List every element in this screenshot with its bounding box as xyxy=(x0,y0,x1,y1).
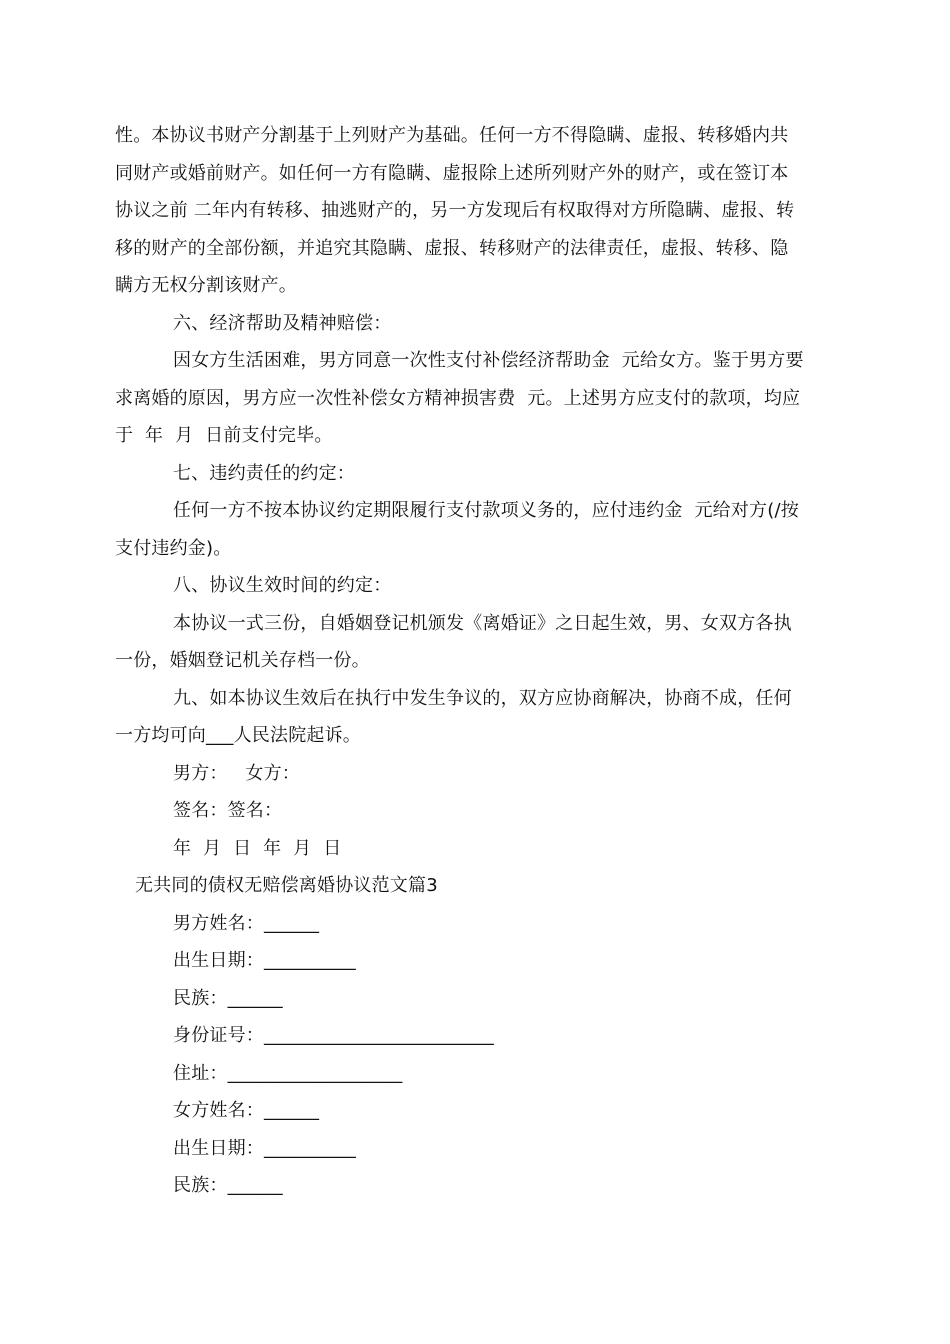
paragraph-line: 任何一方不按本协议约定期限履行支付款项义务的，应付违约金 元给对方(/按 xyxy=(173,500,799,521)
paragraph-line: 移的财产的全部份额，并追究其隐瞒、虚报、转移财产的法律责任，虚报、转移、隐 xyxy=(115,237,789,259)
form-field-line: 出生日期：__________ xyxy=(173,950,356,971)
signature-party-line: 男方： 女方： xyxy=(173,762,300,784)
paragraph-line: 瞒方无权分割该财产。 xyxy=(115,275,297,296)
section-heading: 九、如本协议生效后在执行中发生争议的，双方应协商解决，协商不成，任何 xyxy=(173,687,792,709)
paragraph-line: 本协议一式三份，自婚姻登记机颁发《离婚证》之日起生效，男、女双方各执 xyxy=(173,612,792,634)
signature-name-line: 签名：签名： xyxy=(173,800,283,821)
paragraph-line: 协议之前 二年内有转移、抽逃财产的，另一方发现后有权取得对方所隐瞒、虚报、转 xyxy=(115,200,795,221)
form-field-line: 身份证号：_________________________ xyxy=(173,1025,494,1046)
form-field-line: 民族：______ xyxy=(173,1175,283,1196)
section-heading: 八、协议生效时间的约定： xyxy=(173,575,392,596)
paragraph-line: 于 年 月 日前支付完毕。 xyxy=(115,425,333,446)
form-field-line: 住址：___________________ xyxy=(173,1062,403,1084)
paragraph-line: 同财产或婚前财产。如任何一方有隐瞒、虚报除上述所列财产外的财产，或在签订本 xyxy=(115,162,789,184)
section-heading: 七、违约责任的约定： xyxy=(173,462,355,484)
paragraph-line: 支付违约金)。 xyxy=(115,537,232,559)
paragraph-line: 求离婚的原因，男方应一次性补偿女方精神损害费 元。上述男方应支付的款项，均应 xyxy=(115,387,801,409)
paragraph-line: 因女方生活困难，男方同意一次性支付补偿经济帮助金 元给女方。鉴于男方要 xyxy=(173,350,804,371)
document-body xyxy=(115,117,840,1205)
paragraph-line: 性。本协议书财产分割基于上列财产为基础。任何一方不得隐瞒、虚报、转移婚内共 xyxy=(115,125,789,146)
signature-date-line: 年 月 日 年 月 日 xyxy=(173,837,342,859)
paragraph-line: 一方均可向___人民法院起诉。 xyxy=(115,725,361,746)
article-title: 无共同的债权无赔偿离婚协议范文篇3 xyxy=(135,875,438,896)
form-field-line: 女方姓名：______ xyxy=(173,1100,320,1121)
form-field-line: 民族：______ xyxy=(173,987,283,1009)
form-field-line: 男方姓名：______ xyxy=(173,912,320,934)
form-field-line: 出生日期：__________ xyxy=(173,1137,356,1159)
section-heading: 六、经济帮助及精神赔偿： xyxy=(173,312,392,334)
paragraph-line: 一份，婚姻登记机关存档一份。 xyxy=(115,650,370,671)
